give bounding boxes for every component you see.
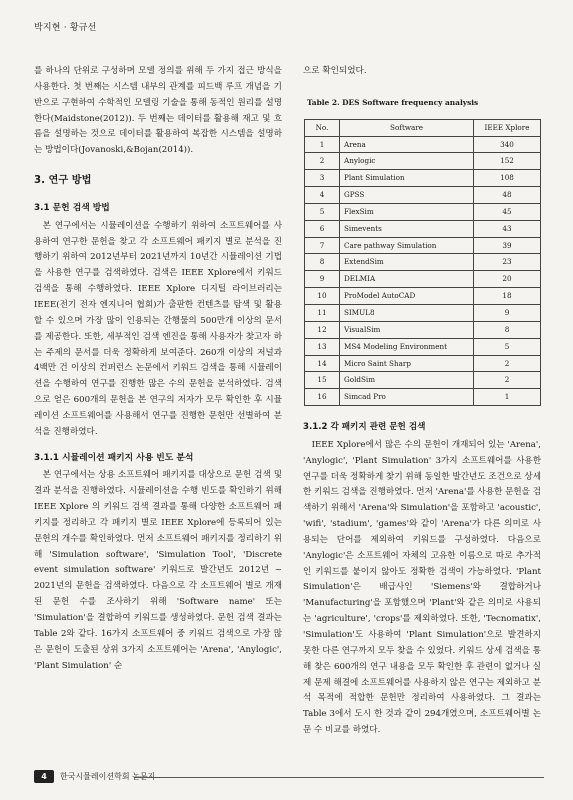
cell-no: 12 bbox=[305, 321, 340, 338]
cell-count: 45 bbox=[474, 203, 541, 220]
cell-no: 4 bbox=[305, 187, 340, 204]
table-row bbox=[305, 136, 541, 153]
paragraph-3-1: 본 연구에서는 시뮬레이션을 수행하기 위하여 소프트웨어를 사용하여 연구한 문헌을 찾고 각 소프트웨어 패키지 별로 분석을 진행하기 위하여 2012년부터 2021년까지 10년간 시뮬레이션 기법을 사용한 연구를 검색하였다. 검색은 IEEE Xplore에서 키워드 검색을 통해 수행하였다. IEEE Xplore 디지털 라이브러리는 IEEE(전기 전자 엔지니어 협회)가 출판한 컨텐츠를 탐색 및 활용할 수 있으며 가장 많이 인용되는 간행물의 500만개 이상의 문서를 제공한다. 또한, 세부적인 검색 엔진을 통해 사용자가 찾고자 하는 주제의 문서를 더욱 정확하게 보여준다. 260개 이상의 저널과 4백만 건 이상의 컨퍼런스 논문에서 키워드 검색을 통해 시뮬레이션을 수행하여 연구를 진행한 많은 수의 문헌을 분석하였다. 검색으로 얻은 600개의 문헌을 본 연구의 저자가 모두 확인한 후 시뮬레이션 소프트웨어를 사용해서 연구를 진행한 문헌만 선별하여 분석을 진행하였다. bbox=[34, 220, 282, 437]
cell-no: 3 bbox=[305, 170, 340, 187]
table-row bbox=[305, 170, 541, 187]
cell-count: 8 bbox=[474, 321, 541, 338]
cell-count: 39 bbox=[474, 237, 541, 254]
cell-software: Micro Saint Sharp bbox=[340, 355, 474, 372]
cell-software: SIMUL8 bbox=[340, 304, 474, 321]
cell-count: 20 bbox=[474, 271, 541, 288]
cell-software: DELMIA bbox=[340, 271, 474, 288]
subsection-heading-3-1-1: 3.1.1 시뮬레이션 패키지 사용 빈도 분석 bbox=[34, 452, 194, 463]
cell-software: Simevents bbox=[340, 220, 474, 237]
cell-no: 16 bbox=[305, 389, 340, 406]
page-number: 4 bbox=[34, 770, 54, 783]
table-row bbox=[305, 237, 541, 254]
header-no: No. bbox=[305, 119, 340, 136]
right-column bbox=[303, 64, 541, 739]
left-column bbox=[34, 64, 282, 674]
intro-paragraph: 를 하나의 단위로 구성하며 모델 정의를 위해 두 가지 접근 방식을 사용한다. 첫 번째는 시스템 내부의 관계를 피드백 루프 개념을 기반으로 구현하여 수학적인 모델링 기술을 통해 동적인 원리를 설명한다(Maidstone(2012)). 두 번째는 데이터를 활용해 재고 및 흐름을 설명하는 것으로 데이터를 활용하여 복잡한 시스템을 설명하는 방법이다(Jovanoski,&Bojan(2014)). bbox=[34, 66, 282, 156]
cell-count: 1 bbox=[474, 389, 541, 406]
cell-count: 152 bbox=[474, 153, 541, 170]
cell-software: MS4 Modeling Environment bbox=[340, 338, 474, 355]
cell-software: ExtendSim bbox=[340, 254, 474, 271]
table-row bbox=[305, 389, 541, 406]
table-row bbox=[305, 254, 541, 271]
table-row bbox=[305, 271, 541, 288]
running-header: 박지현 · 황규선 bbox=[34, 23, 97, 33]
cell-count: 108 bbox=[474, 170, 541, 187]
cell-count: 2 bbox=[474, 372, 541, 389]
cell-software: FlexSim bbox=[340, 203, 474, 220]
table-row bbox=[305, 203, 541, 220]
cell-count: 18 bbox=[474, 288, 541, 305]
cell-count: 48 bbox=[474, 187, 541, 204]
paragraph-3-1-2: IEEE Xplore에서 많은 수의 문헌이 개재되어 있는 'Arena', 'Anylogic', 'Plant Simulation' 3가지 소프트웨어를 사용한 연구를 더욱 정확하게 찾기 위해 동일한 발간년도 조건으로 상세한 키워드 검색을 진행하였다. 먼저 'Arena'를 사용한 문헌을 검색하기 위해서 'Arena'와 Simulation'을 포함하고 'acoustic', 'wifi', 'stadium', 'games'와 같이 'Arena'가 다른 의미로 사용되는 단어를 제외하여 키워드를 구성하였다. 다음으로 'Anylogic'은 소프트웨어 자체의 고유한 이름으로 따로 추가적인 키워드를 붙이지 않아도 정확한 검색이 가능하였다. 'Plant Simulation'은 배급사인 'Siemens'와 결합하거나 'Manufacturing'을 포함했으며 'Plant'와 같은 의미로 사용되는 'agriculture', 'crops'를 제외하였다. 또한, 'Tecnomatix', 'Simulation'도 사용하여 'Plant Simulation'으로 발견하지 못한 다른 연구까지 모두 찾을 수 있었다. 키워드 상세 검색을 통해 찾은 600개의 연구 내용을 모두 확인한 후 관련이 없거나 실제 문제 해결에 소프트웨어를 사용하지 않은 연구는 제외하고 분석 목적에 적합한 문헌만 정리하여 사용하였다. 그 결과는 Table 3에서 도시 한 것과 같이 294개였으며, 소프트웨어별 논문 수 비교를 하였다. bbox=[303, 439, 542, 736]
cell-no: 15 bbox=[305, 372, 340, 389]
section-heading-method: 3. 연구 방법 bbox=[34, 175, 92, 187]
table-row bbox=[305, 288, 541, 305]
table-row bbox=[305, 338, 541, 355]
cell-software: Care pathway Simulation bbox=[340, 237, 474, 254]
cell-software: ProModel AutoCAD bbox=[340, 288, 474, 305]
cell-count: 340 bbox=[474, 136, 541, 153]
cell-no: 2 bbox=[305, 153, 340, 170]
cell-no: 9 bbox=[305, 271, 340, 288]
cell-no: 10 bbox=[305, 288, 340, 305]
cell-count: 9 bbox=[474, 304, 541, 321]
cell-no: 14 bbox=[305, 355, 340, 372]
software-frequency-table bbox=[304, 119, 541, 406]
subsection-heading-3-1: 3.1 문헌 검색 방법 bbox=[34, 202, 110, 213]
table-row bbox=[305, 153, 541, 170]
cell-software: Plant Simulation bbox=[340, 170, 474, 187]
cell-software: GPSS bbox=[340, 187, 474, 204]
page-footer bbox=[34, 770, 544, 787]
table-row bbox=[305, 355, 541, 372]
table-caption: Table 2. DES Software frequency analysis bbox=[307, 97, 479, 107]
subsection-heading-3-1-2: 3.1.2 각 패키지 관련 문헌 검색 bbox=[303, 422, 426, 433]
journal-name: 한국시뮬레이션학회 논문지 bbox=[60, 772, 156, 781]
table-row bbox=[305, 187, 541, 204]
cell-count: 23 bbox=[474, 254, 541, 271]
paragraph-3-1-1: 본 연구에서는 상용 소프트웨어 패키지를 대상으로 문헌 검색 및 결과 분석을 진행하였다. 시뮬레이션을 수행 빈도를 확인하기 위해 IEEE Xplore 의 키워드 검색 결과를 통해 다양한 소프트웨어 패키지를 정리하고 각 패키지 별로 IEEE Xplore에 등록되어 있는 문헌의 개수를 확인하였다. 먼저 소프트웨어 패키지를 정리하기 위해 'Simulation software', 'Simulation Tool', 'Discrete event simulation software' 키워드로 발간년도 2012년 ~ 2021년의 문헌을 검색하였다. 다음으로 각 소프트웨어 별로 개재된 문헌 수를 조사하기 위해 'Software name' 또는 'Simulation'을 결합하여 키워드를 생성하였다. 문헌 검색 결과는 Table 2와 같다. 16가지 소프트웨어 중 키워드 검색으로 가장 많은 문헌이 도출된 상위 3가지 소프트웨어는 'Arena', 'Anylogic', 'Plant Simulation' 순 bbox=[34, 470, 282, 671]
cell-software: Arena bbox=[340, 136, 474, 153]
footer-rule bbox=[134, 777, 544, 778]
cell-no: 13 bbox=[305, 338, 340, 355]
cell-no: 11 bbox=[305, 304, 340, 321]
table-header-row bbox=[305, 119, 541, 136]
cell-software: VisualSim bbox=[340, 321, 474, 338]
cell-no: 8 bbox=[305, 254, 340, 271]
table-row bbox=[305, 220, 541, 237]
header-software: Software bbox=[340, 119, 474, 136]
cell-no: 7 bbox=[305, 237, 340, 254]
cell-software: Simcad Pro bbox=[340, 389, 474, 406]
table-row bbox=[305, 321, 541, 338]
cell-no: 5 bbox=[305, 203, 340, 220]
table-row bbox=[305, 372, 541, 389]
cell-software: Anylogic bbox=[340, 153, 474, 170]
continued-paragraph: 으로 확인되었다. bbox=[303, 66, 367, 76]
cell-count: 43 bbox=[474, 220, 541, 237]
cell-no: 6 bbox=[305, 220, 340, 237]
table-row bbox=[305, 304, 541, 321]
cell-no: 1 bbox=[305, 136, 340, 153]
header-ieee-xplore: IEEE Xplore bbox=[474, 119, 541, 136]
cell-software: GoldSim bbox=[340, 372, 474, 389]
cell-count: 5 bbox=[474, 338, 541, 355]
cell-count: 2 bbox=[474, 355, 541, 372]
